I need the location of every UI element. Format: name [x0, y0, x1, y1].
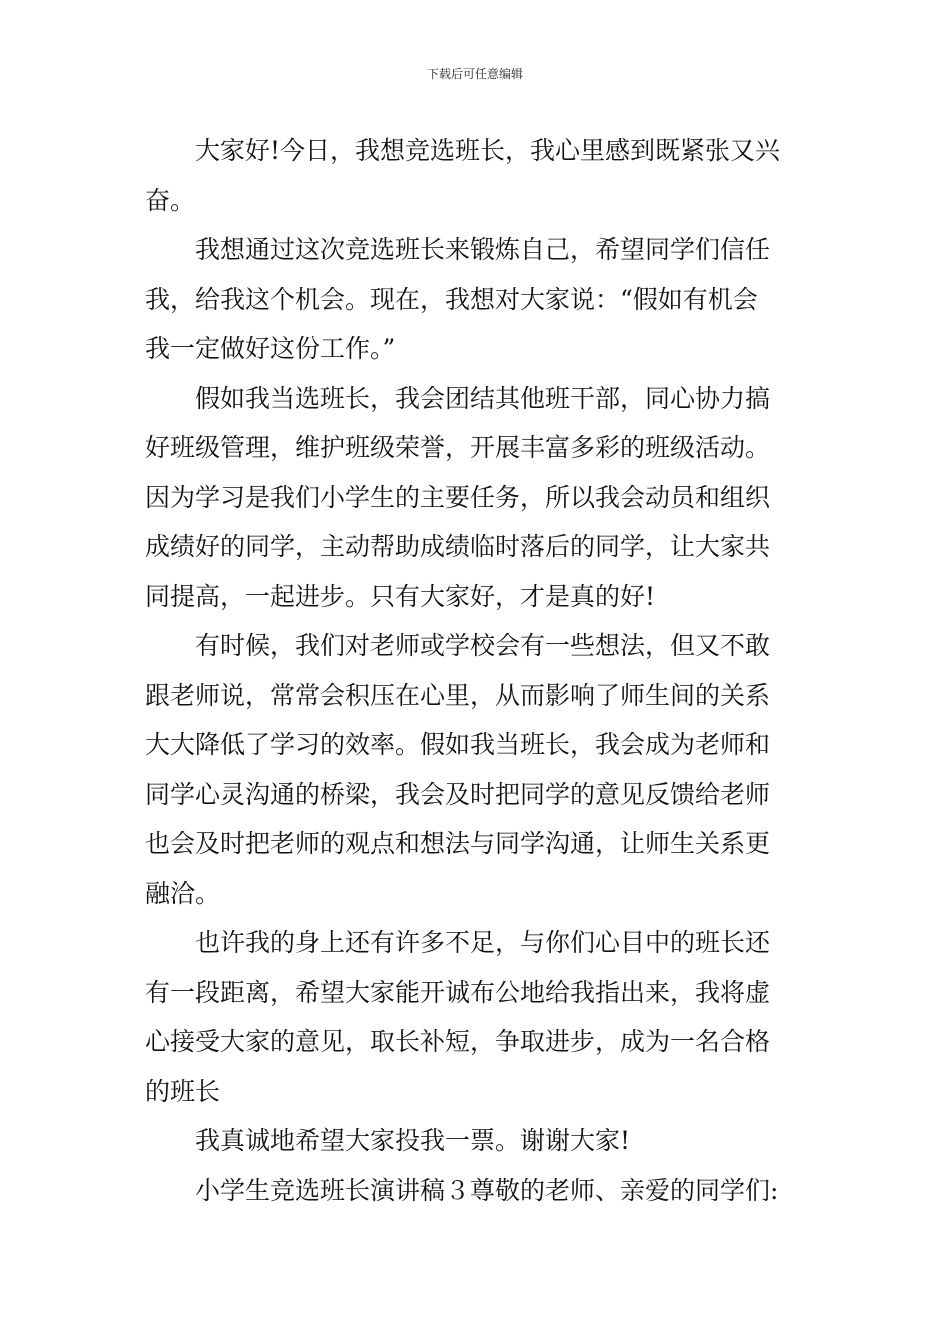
paragraph [145, 126, 825, 225]
text-line: 也会及时把老师的观点和想法与同学沟通，让师生关系更 [145, 829, 771, 858]
text-line: 的班长 [145, 1076, 221, 1106]
text-line: 也许我的身上还有许多不足，与你们心目中的班长还 [195, 928, 771, 957]
paragraph [145, 1166, 825, 1216]
text-line: 好班级管理，维护班级荣誉，开展丰富多彩的班级活动。 [145, 433, 771, 462]
text-line: 我，给我这个机会。现在，我想对大家说：“假如有机会 [145, 284, 758, 314]
paragraph [145, 1116, 825, 1166]
text-line: 同提高，一起进步。只有大家好，才是真的好! [145, 581, 656, 611]
text-line: 假如我当选班长，我会团结其他班干部，同心协力搞 [195, 383, 771, 413]
text-line: 大大降低了学习的效率。假如我当班长，我会成为老师和 [145, 730, 771, 759]
paragraph [145, 918, 825, 1116]
text-line: 奋。 [145, 185, 196, 215]
text-line: 小学生竞选班长演讲稿３尊敬的老师、亲爱的同学们: [195, 1175, 779, 1205]
document-body [145, 126, 825, 1215]
text-line: 成绩好的同学，主动帮助成绩临时落后的同学，让大家共 [145, 532, 771, 561]
paragraph [145, 225, 825, 374]
text-line: 有时候，我们对老师或学校会有一些想法，但又不敢 [195, 631, 771, 660]
text-line: 心接受大家的意见，取长补短，争取进步，成为一名合格 [145, 1027, 771, 1056]
page-header: 下载后可任意编辑 [426, 67, 523, 81]
text-line: 大家好!今日，我想竞选班长，我心里感到既紧张又兴 [195, 136, 781, 165]
text-line: 因为学习是我们小学生的主要任务，所以我会动员和组织 [145, 482, 771, 512]
text-line: 跟老师说，常常会积压在心里，从而影响了师生间的关系 [145, 680, 771, 710]
text-line: 融洽。 [145, 878, 221, 908]
text-line: 我想通过这次竞选班长来锻炼自己，希望同学们信任 [195, 235, 771, 264]
text-line: 同学心灵沟通的桥梁，我会及时把同学的意见反馈给老师 [145, 779, 771, 809]
text-line: 有一段距离，希望大家能开诚布公地给我指出来，我将虚 [145, 977, 771, 1007]
paragraph [145, 374, 825, 622]
text-line: 我真诚地希望大家投我一票。谢谢大家! [195, 1126, 631, 1155]
paragraph [145, 621, 825, 918]
text-line: 我一定做好这份工作。” [145, 334, 396, 363]
